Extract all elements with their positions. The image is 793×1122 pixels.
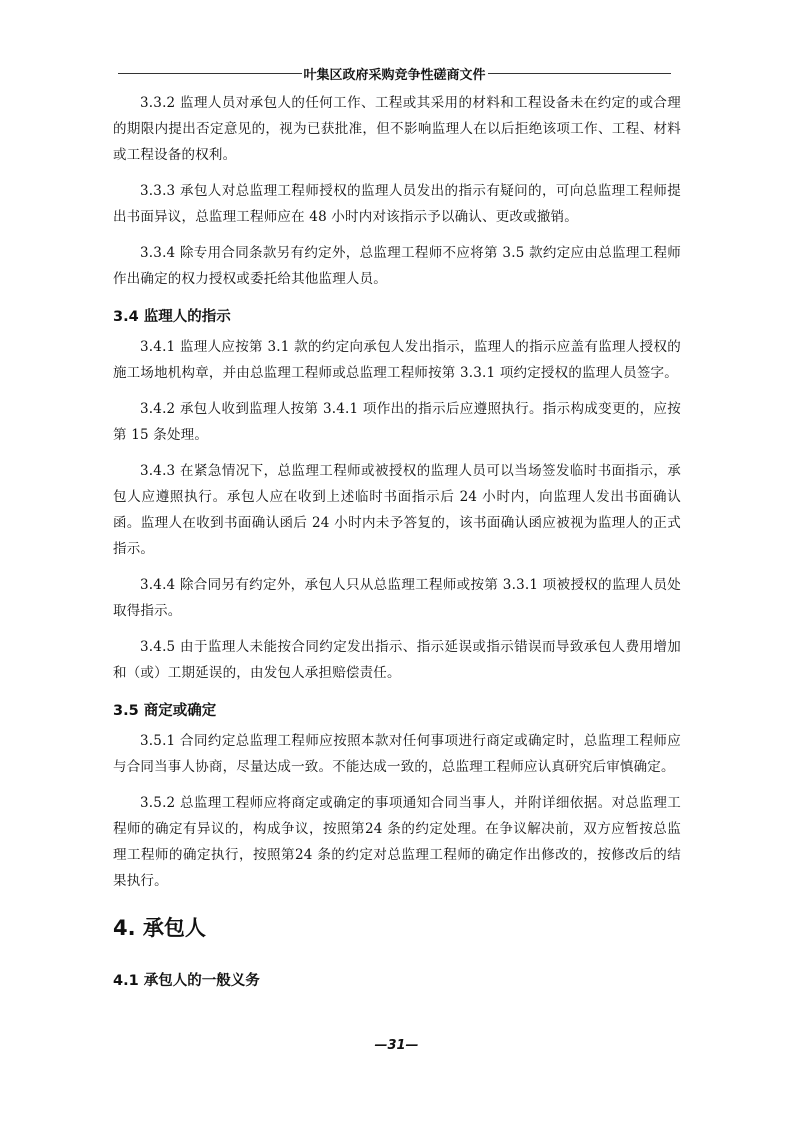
header-rule-left <box>118 73 302 74</box>
document-body <box>113 90 681 998</box>
page-header <box>118 64 671 83</box>
clause-3-5-1: 3.5.1 合同约定总监理工程师应按照本款对任何事项进行商定或确定时，总监理工程师应与合同当事人协商，尽量达成一致。不能达成一致的，总监理工程师应认真研究后审慎确定。 <box>113 733 681 775</box>
clause-3-3-4: 3.3.4 除专用合同条款另有约定外，总监理工程师不应将第 3.5 款约定应由总监理工程师作出确定的权力授权或委托给其他监理人员。 <box>113 245 681 287</box>
clause-3-3-2: 3.3.2 监理人员对承包人的任何工作、工程或其采用的材料和工程设备未在约定的或合理的期限内提出否定意见的，视为已获批准，但不影响监理人在以后拒绝该项工作、工程、材料或工程设备的权利。 <box>113 95 681 163</box>
page-number: —31— <box>374 1038 419 1053</box>
clause-3-4-5: 3.4.5 由于监理人未能按合同约定发出指示、指示延误或指示错误而导致承包人费用增加和（或）工期延误的，由发包人承担赔偿责任。 <box>113 639 681 681</box>
section-heading-3-4: 3.4 监理人的指示 <box>113 309 231 325</box>
header-rule-right <box>488 73 672 74</box>
section-heading-3-5: 3.5 商定或确定 <box>113 703 217 719</box>
clause-3-4-1: 3.4.1 监理人应按第 3.1 款的约定向承包人发出指示，监理人的指示应盖有监理人授权的施工场地机构章，并由总监理工程师或总监理工程师按第 3.3.1 项约定授权的监理人员签字。 <box>113 339 681 381</box>
clause-3-4-3: 3.4.3 在紧急情况下，总监理工程师或被授权的监理人员可以当场签发临时书面指示，承包人应遵照执行。承包人应在收到上述临时书面指示后 24 小时内，向监理人发出书面确认函。监理人在收到书面确认函后 24 小时内未予答复的，该书面确认函应被视为监理人的正式指示。 <box>113 463 681 557</box>
clause-3-4-4: 3.4.4 除合同另有约定外，承包人只从总监理工程师或按第 3.3.1 项被授权的监理人员处取得指示。 <box>113 577 681 619</box>
clause-3-3-3: 3.3.3 承包人对总监理工程师授权的监理人员发出的指示有疑问的，可向总监理工程师提出书面异议，总监理工程师应在 48 小时内对该指示予以确认、更改或撤销。 <box>113 183 681 225</box>
section-heading-4-1: 4.1 承包人的一般义务 <box>113 973 260 989</box>
chapter-heading-4: 4. 承包人 <box>113 916 206 940</box>
clause-3-4-2: 3.4.2 承包人收到监理人按第 3.4.1 项作出的指示后应遵照执行。指示构成变更的，应按第 15 条处理。 <box>113 401 681 443</box>
clause-3-5-2: 3.5.2 总监理工程师应将商定或确定的事项通知合同当事人，并附详细依据。对总监理工程师的确定有异议的，构成争议，按照第24 条的约定处理。在争议解决前，双方应暂按总监理工程师的确定执行，按照第24 条的约定对总监理工程师的确定作出修改的，按修改后的结果执行。 <box>113 795 681 889</box>
header-title: 叶集区政府采购竞争性磋商文件 <box>303 68 486 83</box>
